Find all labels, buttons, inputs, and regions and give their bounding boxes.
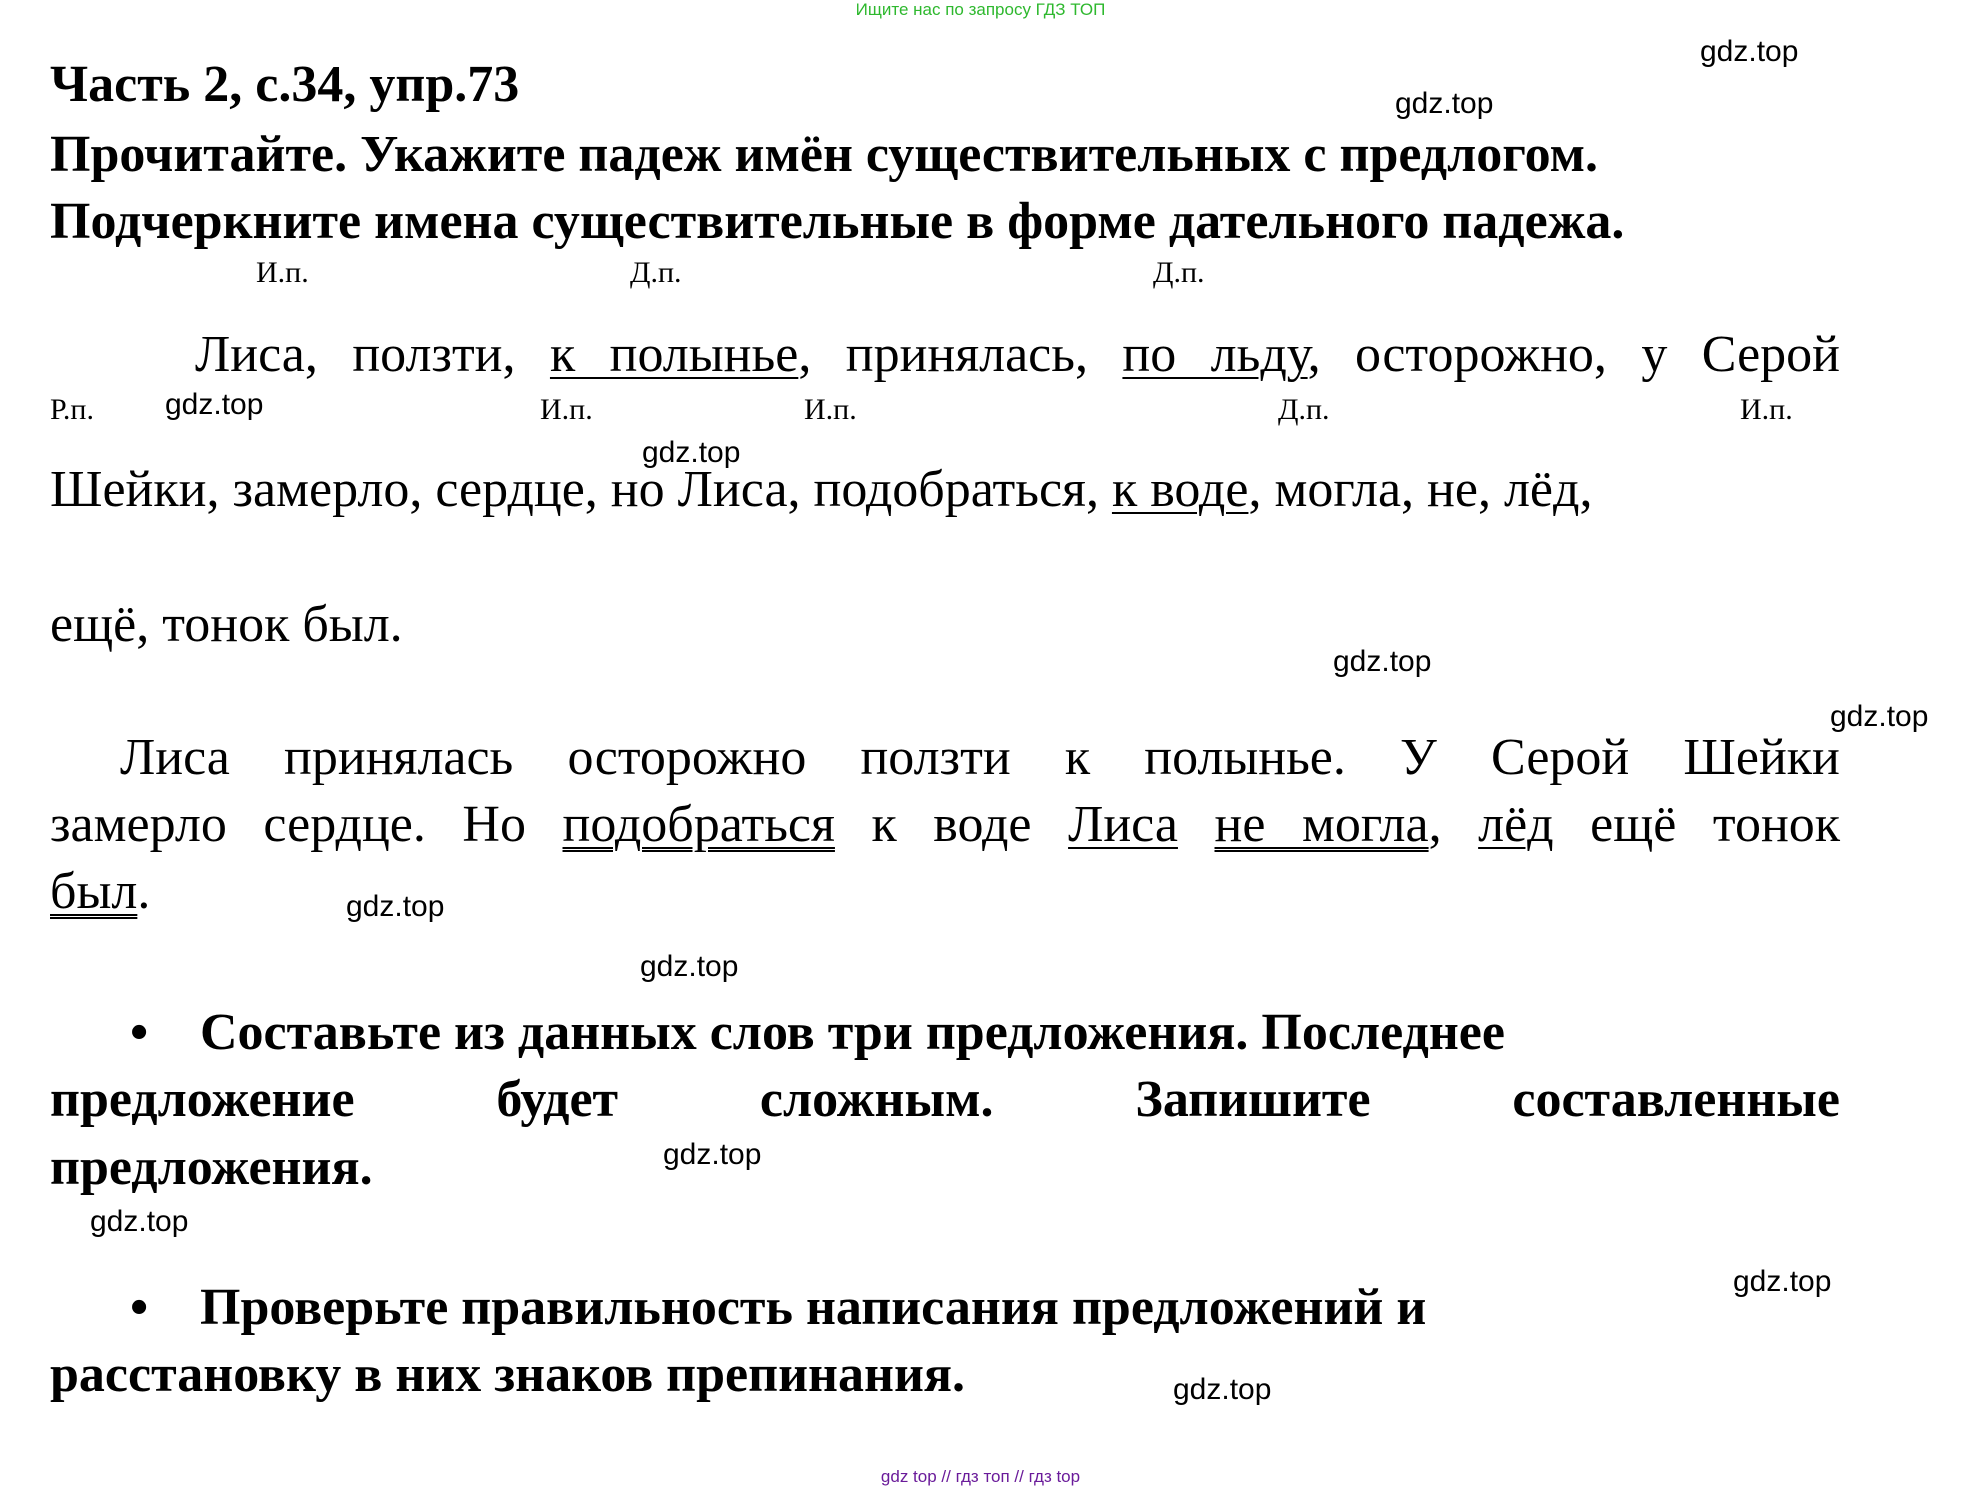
case-label: Д.п. — [1153, 256, 1205, 289]
watermark: gdz.top — [346, 890, 445, 923]
text-fragment: ещё тонок — [1553, 796, 1841, 853]
word: сложным. — [759, 1071, 994, 1128]
top-banner: Ищите нас по запросу ГДЗ ТОП — [855, 0, 1106, 19]
watermark: gdz.top — [1733, 1265, 1832, 1298]
bullet-icon: • — [130, 1279, 149, 1336]
preposition-noun: по льду — [1122, 326, 1308, 383]
text-fragment: , могла, не, лёд, — [1248, 461, 1593, 518]
word: составленные — [1512, 1071, 1840, 1128]
text-fragment: замерло сердце. Но — [50, 796, 563, 853]
watermark: gdz.top — [640, 950, 739, 983]
text-fragment: Шейки, замерло, сердце, но Лиса, подобраться, — [50, 461, 1112, 518]
word: осторожно — [567, 729, 807, 786]
bullet-2-line-1 — [50, 1278, 1840, 1337]
word: предложение — [50, 1071, 355, 1128]
text-fragment: , осторожно, у Серой — [1307, 326, 1841, 383]
sentences-line-2 — [50, 795, 1840, 854]
bullet-1-line-1 — [50, 1003, 1840, 1062]
watermark: gdz.top — [1333, 645, 1432, 678]
bullet-1-line-3: предложения. — [50, 1139, 373, 1196]
word: ползти — [860, 729, 1011, 786]
sentences-line-1 — [120, 728, 1840, 787]
preposition-noun: к полынье — [549, 326, 799, 383]
subject: Лиса — [1068, 796, 1178, 853]
watermark: gdz.top — [1700, 35, 1799, 68]
word: полынье. — [1144, 729, 1346, 786]
words-line-1 — [195, 325, 1840, 384]
word: Запишите — [1135, 1071, 1371, 1128]
text-fragment — [1178, 796, 1215, 853]
task-text-line-1: Прочитайте. Укажите падеж имён существительных с предлогом. — [50, 126, 1599, 183]
page-title: Часть 2, с.34, упр.73 — [50, 56, 520, 113]
predicate: был — [50, 863, 138, 920]
word: принялась — [284, 729, 514, 786]
watermark: gdz.top — [642, 436, 741, 469]
text-fragment: . — [137, 863, 151, 920]
case-label: И.п. — [256, 256, 309, 289]
text-fragment: Проверьте правильность написания предложений и — [200, 1279, 1427, 1336]
predicate: подобраться — [562, 796, 835, 853]
word: Серой — [1491, 729, 1630, 786]
bottom-banner: gdz top // гдз топ // гдз top — [880, 1467, 1081, 1486]
word: Шейки — [1683, 729, 1840, 786]
case-label: Р.п. — [50, 393, 94, 426]
watermark: gdz.top — [1830, 700, 1929, 733]
bullet-2-line-2: расстановку в них знаков препинания. — [50, 1346, 966, 1403]
case-label: И.п. — [1740, 393, 1793, 426]
bullet-1-line-2 — [50, 1070, 1840, 1129]
watermark: gdz.top — [90, 1205, 189, 1238]
case-label: Д.п. — [630, 256, 682, 289]
bullet-icon: • — [130, 1004, 149, 1061]
watermark: gdz.top — [1395, 87, 1494, 120]
case-label: И.п. — [540, 393, 593, 426]
watermark: gdz.top — [663, 1138, 762, 1171]
preposition-noun: к воде — [1111, 461, 1249, 518]
text-fragment: Составьте из данных слов три предложения. Последнее — [200, 1004, 1505, 1061]
word: У — [1400, 729, 1437, 786]
words-line-2 — [50, 460, 1592, 519]
text-fragment: Лиса, ползти, — [195, 326, 550, 383]
text-fragment: к воде — [834, 796, 1069, 853]
subject: лёд — [1478, 796, 1554, 853]
text-fragment: , принялась, — [798, 326, 1123, 383]
predicate: не могла — [1214, 796, 1429, 853]
text-fragment: , — [1428, 796, 1479, 853]
word: будет — [496, 1071, 619, 1128]
case-label: И.п. — [804, 393, 857, 426]
words-line-3: ещё, тонок был. — [50, 596, 403, 653]
task-text-line-2: Подчеркните имена существительные в форме дательного падежа. — [50, 193, 1625, 250]
watermark: gdz.top — [1173, 1373, 1272, 1406]
case-label: Д.п. — [1278, 393, 1330, 426]
sentences-line-3 — [50, 862, 150, 921]
word: к — [1064, 729, 1091, 786]
watermark: gdz.top — [165, 388, 264, 421]
word: Лиса — [120, 729, 230, 786]
